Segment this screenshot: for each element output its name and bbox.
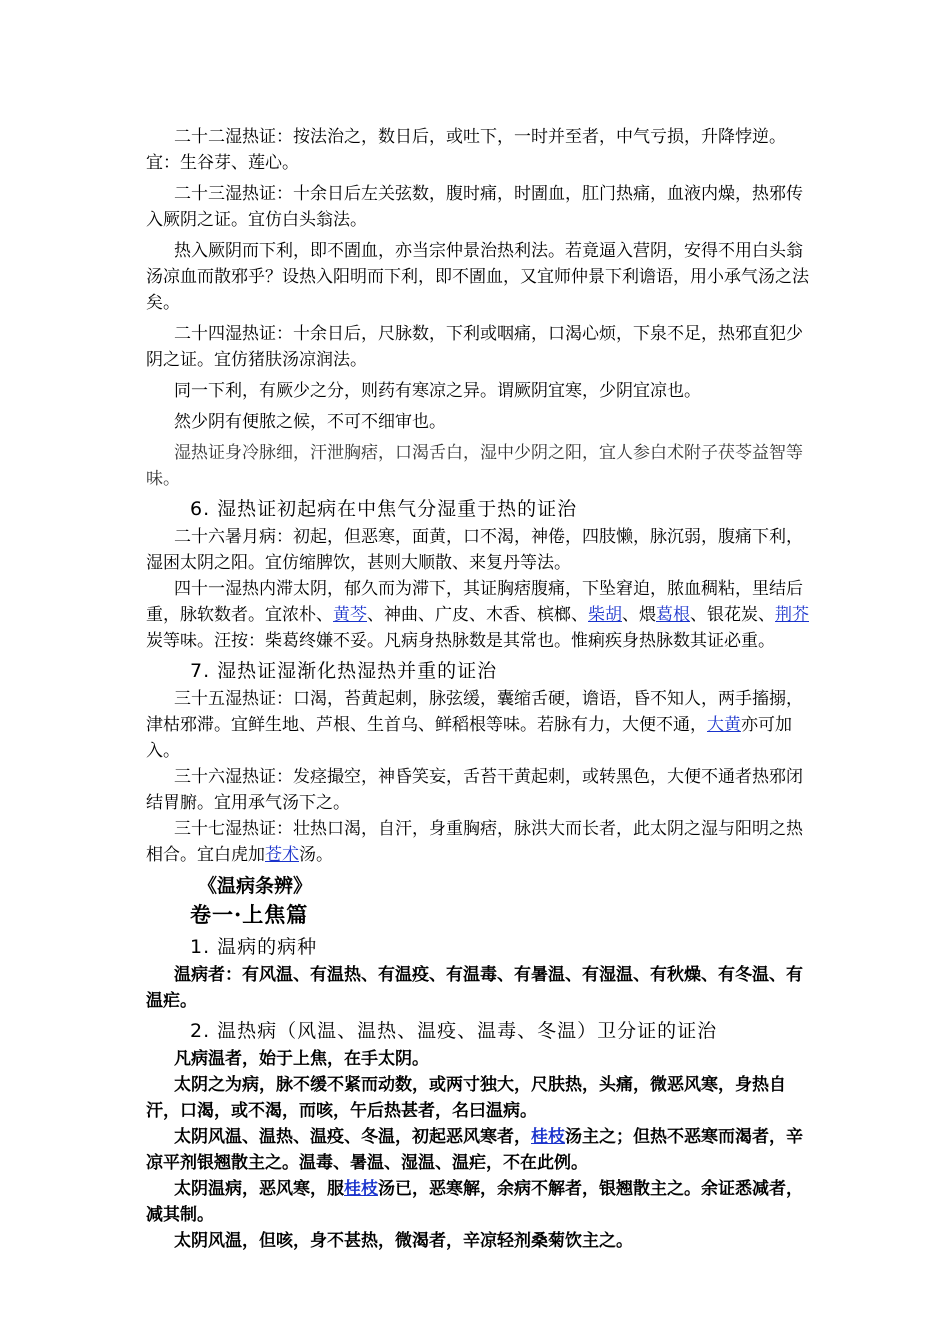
section-heading-7: 7. 湿热证湿渐化热湿热并重的证治 — [190, 660, 498, 682]
paragraph-35 — [146, 686, 816, 764]
text-run: 四十一湿热内滞太阴，郁久而为滞下，其证胸痞腹痛，下坠窘迫，脓血稠粘，里结后重，脉软数者。宜浓朴、 — [146, 579, 803, 625]
paragraph-37 — [146, 816, 816, 868]
bold-paragraph-3: 太阴之为病，脉不缓不紧而动数，或两寸独大，尺肤热，头痛，微恶风寒，身热自汗，口渴，或不渴，而咳，午后热甚者，名曰温病。 — [146, 1075, 786, 1121]
text-run: 炭等味。汪按：柴葛终嫌不妥。凡病身热脉数是其常也。惟痢疾身热脉数其证必重。 — [146, 631, 775, 651]
commentary-24c: 湿热证身冷脉细，汗泄胸痞，口渴舌白，湿中少阴之阳，宜人参白术附子茯苓益智等味。 — [146, 443, 803, 489]
text-run: 三十五湿热证：口渴，苔黄起刺，脉弦缓，囊缩舌硬，谵语，昏不知人，两手搐搦，津枯邪滞。宜鲜生地、芦根、生首乌、鲜稻根等味。若脉有力，大便不通， — [146, 689, 803, 735]
section-heading-6: 6. 湿热证初起病在中焦气分湿重于热的证治 — [190, 498, 578, 520]
paragraph-23: 二十三湿热证：十余日后左关弦数，腹时痛，时圊血，肛门热痛，血液内燥，热邪传入厥阴之证。宜仿白头翁法。 — [146, 184, 803, 230]
bold-paragraph-4 — [146, 1124, 816, 1176]
bold-paragraph-6: 太阴风温，但咳，身不甚热，微渴者，辛凉轻剂桑菊饮主之。 — [174, 1231, 633, 1251]
commentary-24a: 同一下利，有厥少之分，则药有寒凉之异。谓厥阴宜寒，少阴宜凉也。 — [174, 381, 701, 401]
text-run: 、神曲、广皮、木香、槟榔、 — [367, 605, 588, 625]
text-run: 太阴温病，恶风寒，服 — [174, 1179, 344, 1199]
text-run: 汤主之；但热不恶寒而渴者，辛凉平剂银翘散主之。温毒、暑温、湿温、温疟，不在此例。 — [146, 1127, 803, 1173]
herb-link-dahuang[interactable]: 大黄 — [707, 715, 741, 735]
herb-link-guizhi[interactable]: 桂枝 — [531, 1127, 565, 1147]
herb-link-huangqin[interactable]: 黄芩 — [333, 605, 367, 625]
text-run: 、煨 — [622, 605, 656, 625]
herb-link-guizhi-2[interactable]: 桂枝 — [344, 1179, 378, 1199]
paragraph-24: 二十四湿热证：十余日后，尺脉数，下利或咽痛，口渴心烦，下泉不足，热邪直犯少阴之证。宜仿猪肤汤凉润法。 — [146, 324, 803, 370]
herb-link-chaihu[interactable]: 柴胡 — [588, 605, 622, 625]
herb-link-jingjie[interactable]: 荆芥 — [775, 605, 809, 625]
commentary-23: 热入厥阴而下利，即不圊血，亦当宗仲景治热利法。若竟逼入营阴，安得不用白头翁汤凉血而散邪乎？设热入阳明而下利，即不圊血，又宜师仲景下利谵语，用小承气汤之法矣。 — [146, 241, 809, 313]
herb-link-gegen[interactable]: 葛根 — [656, 605, 690, 625]
book-title: 《温病条辨》 — [198, 875, 313, 897]
bold-paragraph-5 — [146, 1176, 816, 1228]
volume-title: 卷一·上焦篇 — [190, 902, 309, 927]
document-page — [146, 124, 816, 1254]
text-run: 汤已，恶寒解，余病不解者，银翘散主之。余证悉减者，减其制。 — [146, 1179, 803, 1225]
text-run: 、银花炭、 — [690, 605, 775, 625]
commentary-24b: 然少阴有便脓之候，不可不细审也。 — [174, 412, 446, 432]
herb-link-cangzhu[interactable]: 苍术 — [265, 845, 299, 865]
bold-paragraph-2: 凡病温者，始于上焦，在手太阴。 — [174, 1049, 429, 1069]
paragraph-36: 三十六湿热证：发痉撮空，神昏笑妄，舌苔干黄起刺，或转黑色，大便不通者热邪闭结胃腑。宜用承气汤下之。 — [146, 767, 803, 813]
section-heading-1: 1. 温病的病种 — [190, 936, 318, 958]
paragraph-26: 二十六暑月病：初起，但恶寒，面黄，口不渴，神倦，四肢懒，脉沉弱，腹痛下利，湿困太阴之阳。宜仿缩脾饮，甚则大顺散、来复丹等法。 — [146, 527, 803, 573]
text-run: 太阴风温、温热、温疫、冬温，初起恶风寒者， — [174, 1127, 531, 1147]
section-heading-2: 2. 温热病（风温、温热、温疫、温毒、冬温）卫分证的证治 — [190, 1020, 718, 1042]
bold-paragraph-1: 温病者：有风温、有温热、有温疫、有温毒、有暑温、有湿温、有秋燥、有冬温、有温疟。 — [146, 965, 803, 1011]
text-run: 三十七湿热证：壮热口渴，自汗，身重胸痞，脉洪大而长者，此太阴之湿与阳明之热相合。宜白虎加 — [146, 819, 803, 865]
text-run: 汤。 — [299, 845, 333, 865]
text-run: 亦可加入。 — [146, 715, 792, 761]
paragraph-22: 二十二湿热证：按法治之，数日后，或吐下，一时并至者，中气亏损，升降悖逆。宜：生谷芽、莲心。 — [146, 127, 786, 173]
paragraph-41 — [146, 576, 816, 654]
